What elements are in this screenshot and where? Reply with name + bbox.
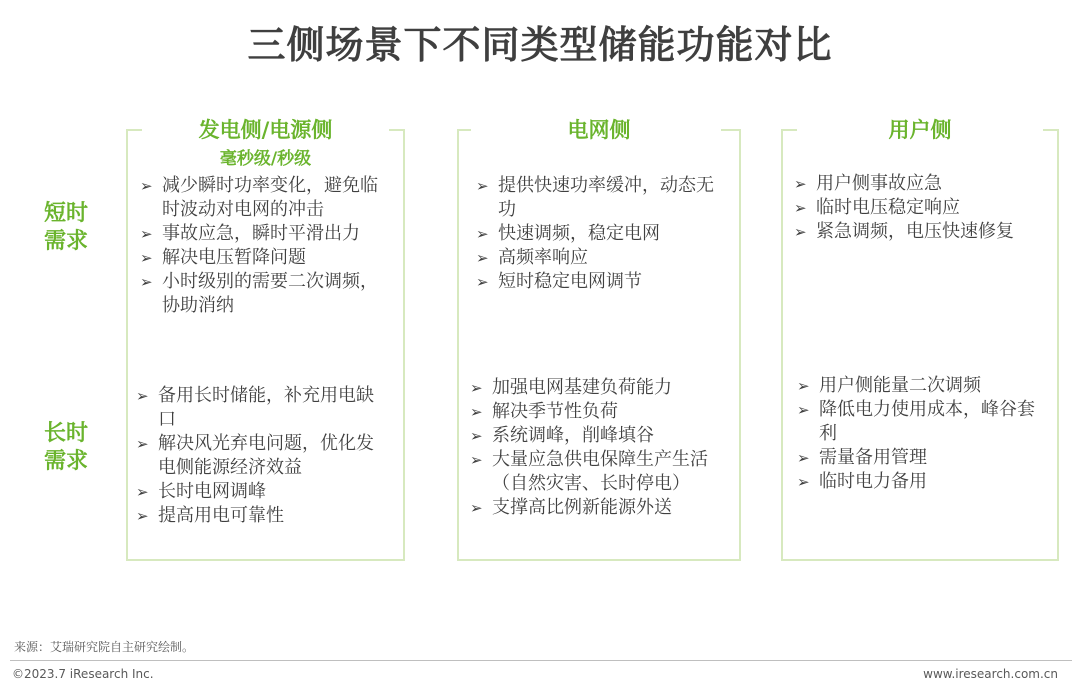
arrow-bullet-icon: ➢ — [470, 427, 483, 445]
list-item — [797, 446, 1037, 470]
list-item — [136, 432, 388, 480]
row-label-short-term — [30, 200, 102, 256]
list-item-text: 解决季节性负荷 — [492, 401, 618, 422]
list-item — [470, 424, 734, 448]
row-label-long-term — [30, 420, 102, 476]
source-note: 来源：艾瑞研究院自主研究绘制。 — [14, 640, 195, 654]
list-user-long — [797, 374, 1037, 494]
list-item-text: 系统调峰，削峰填谷 — [492, 425, 654, 446]
arrow-bullet-icon: ➢ — [794, 199, 807, 217]
list-item — [470, 376, 734, 400]
arrow-bullet-icon: ➢ — [797, 473, 810, 491]
list-item-text: 解决电压暂降问题 — [162, 247, 306, 268]
arrow-bullet-icon: ➢ — [140, 177, 153, 195]
list-generation-short — [140, 174, 392, 318]
list-item-text: 事故应急，瞬时平滑出力 — [162, 223, 360, 244]
list-item — [140, 174, 392, 222]
arrow-bullet-icon: ➢ — [797, 449, 810, 467]
list-item-text: 加强电网基建负荷能力 — [492, 377, 672, 398]
arrow-bullet-icon: ➢ — [470, 451, 483, 469]
arrow-bullet-icon: ➢ — [136, 483, 149, 501]
footer-divider — [10, 660, 1072, 661]
row-label-short-line-2: 需求 — [43, 229, 88, 254]
arrow-bullet-icon: ➢ — [136, 435, 149, 453]
list-item-text: 降低电力使用成本，峰谷套利 — [819, 399, 1035, 444]
row-label-long-line-1: 长时 — [43, 421, 88, 446]
list-grid-long — [470, 376, 734, 520]
list-item-text: 减少瞬时功率变化，避免临时波动对电网的冲击 — [162, 175, 378, 220]
panel-header-grid-side: 电网侧 — [567, 118, 631, 142]
list-item-text: 提高用电可靠性 — [158, 505, 284, 526]
arrow-bullet-icon: ➢ — [470, 403, 483, 421]
list-item-text: 临时电压稳定响应 — [816, 197, 960, 218]
list-item — [797, 398, 1037, 446]
list-item — [470, 400, 734, 424]
list-item-text: 临时电力备用 — [819, 471, 927, 492]
list-item — [797, 470, 1037, 494]
list-item — [797, 374, 1037, 398]
list-item — [794, 196, 1026, 220]
list-item — [470, 496, 734, 520]
arrow-bullet-icon: ➢ — [140, 249, 153, 267]
arrow-bullet-icon: ➢ — [797, 377, 810, 395]
arrow-bullet-icon: ➢ — [136, 387, 149, 405]
arrow-bullet-icon: ➢ — [476, 273, 489, 291]
arrow-bullet-icon: ➢ — [476, 249, 489, 267]
list-item-text: 支撑高比例新能源外送 — [492, 497, 672, 518]
list-item-text: 大量应急供电保障生产生活（自然灾害、长时停电） — [492, 449, 708, 494]
panel-subheader-generation-side: 毫秒级/秒级 — [219, 149, 312, 169]
list-item — [476, 222, 716, 246]
list-item — [140, 222, 392, 246]
panel-header-user-side: 用户侧 — [888, 118, 952, 142]
list-item — [136, 480, 388, 504]
list-item-text: 用户侧事故应急 — [816, 173, 942, 194]
arrow-bullet-icon: ➢ — [140, 273, 153, 291]
page-title: 三侧场景下不同类型储能功能对比 — [247, 23, 833, 67]
list-item — [476, 246, 716, 270]
arrow-bullet-icon: ➢ — [476, 177, 489, 195]
list-item-text: 需量备用管理 — [819, 447, 927, 468]
row-label-short-line-1: 短时 — [43, 201, 88, 226]
arrow-bullet-icon: ➢ — [140, 225, 153, 243]
list-item-text: 高频率响应 — [498, 247, 588, 268]
arrow-bullet-icon: ➢ — [797, 401, 810, 419]
list-item — [794, 220, 1026, 244]
row-label-long-line-2: 需求 — [43, 449, 88, 474]
list-item — [136, 504, 388, 528]
arrow-bullet-icon: ➢ — [794, 223, 807, 241]
arrow-bullet-icon: ➢ — [470, 379, 483, 397]
arrow-bullet-icon: ➢ — [794, 175, 807, 193]
list-item-text: 备用长时储能，补充用电缺口 — [158, 385, 374, 430]
list-item — [140, 270, 392, 318]
list-item-text: 短时稳定电网调节 — [498, 271, 642, 292]
list-item-text: 用户侧能量二次调频 — [819, 375, 981, 396]
panel-header-generation-side: 发电侧/电源侧 — [198, 118, 333, 142]
list-item — [476, 174, 716, 222]
list-item — [794, 172, 1026, 196]
list-item — [140, 246, 392, 270]
list-item-text: 紧急调频，电压快速修复 — [816, 221, 1014, 242]
list-user-short — [794, 172, 1026, 244]
list-item — [476, 270, 716, 294]
list-grid-short — [476, 174, 716, 294]
list-item-text: 快速调频，稳定电网 — [498, 223, 660, 244]
arrow-bullet-icon: ➢ — [136, 507, 149, 525]
list-item-text: 长时电网调峰 — [158, 481, 266, 502]
list-item — [470, 448, 734, 496]
list-generation-long — [136, 384, 388, 528]
arrow-bullet-icon: ➢ — [470, 499, 483, 517]
arrow-bullet-icon: ➢ — [476, 225, 489, 243]
list-item-text: 解决风光弃电问题，优化发电侧能源经济效益 — [158, 433, 374, 478]
list-item — [136, 384, 388, 432]
website-link[interactable]: www.iresearch.com.cn — [923, 667, 1058, 681]
list-item-text: 小时级别的需要二次调频，协助消纳 — [162, 271, 378, 316]
list-item-text: 提供快速功率缓冲，动态无功 — [498, 175, 714, 220]
copyright-text: ©2023.7 iResearch Inc. — [12, 667, 154, 681]
